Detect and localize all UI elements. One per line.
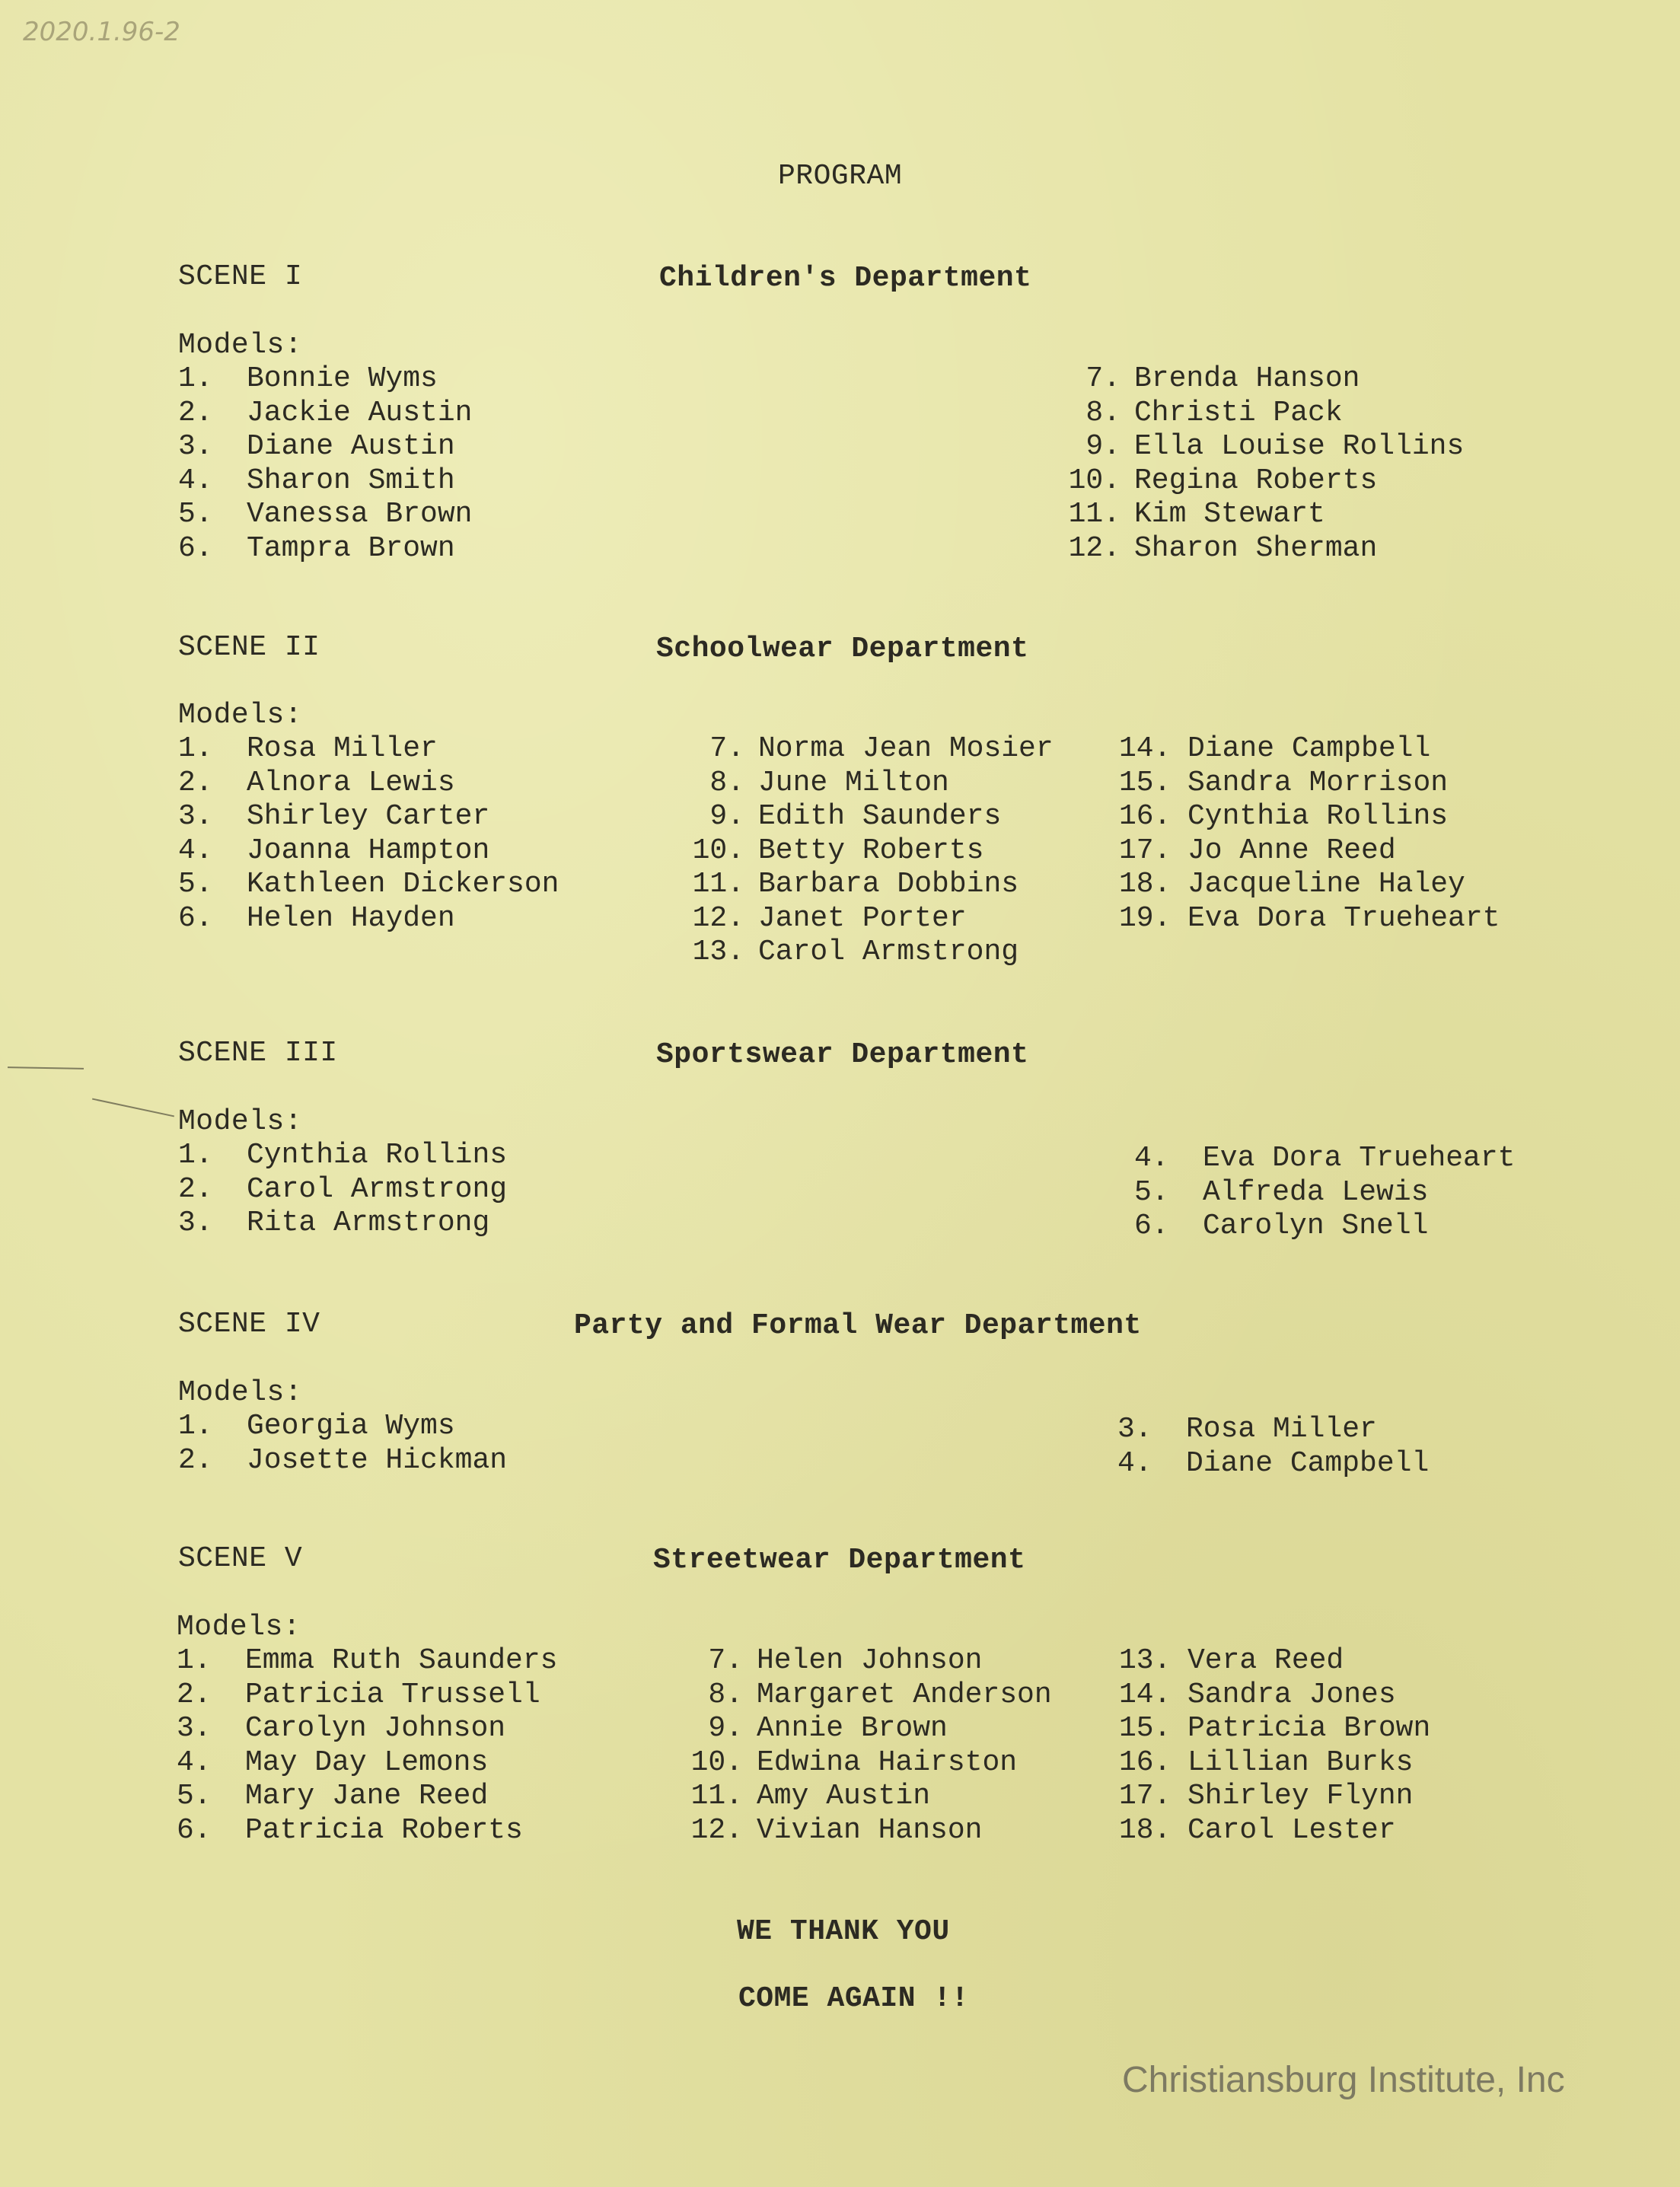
list-item xyxy=(1066,397,1464,431)
list-item xyxy=(177,1712,557,1746)
list-item xyxy=(178,532,472,566)
list-item xyxy=(178,1410,507,1444)
list-item xyxy=(690,868,1054,902)
item-number: 15. xyxy=(1119,766,1172,799)
model-name: Ella Louise Rollins xyxy=(1134,430,1465,463)
list-item xyxy=(1134,1142,1515,1176)
list-item xyxy=(690,936,1054,970)
model-name: Sandra Jones xyxy=(1187,1678,1396,1711)
list-item xyxy=(178,1173,507,1207)
model-name: Mary Jane Reed xyxy=(245,1780,489,1812)
list-item xyxy=(688,1679,1052,1713)
model-name: Diane Austin xyxy=(247,430,455,463)
item-number: 8. xyxy=(708,1678,743,1711)
model-name: Helen Hayden xyxy=(247,901,455,935)
model-list xyxy=(178,732,559,936)
list-item xyxy=(178,362,472,397)
model-name: Edith Saunders xyxy=(758,800,1002,833)
item-number: 1. xyxy=(177,1644,212,1677)
models-label: Models: xyxy=(178,1105,303,1138)
item-number: 1. xyxy=(178,732,213,765)
paper-mark xyxy=(92,1098,174,1117)
item-number: 7. xyxy=(708,1644,743,1677)
model-name: Josette Hickman xyxy=(247,1443,508,1477)
model-name: Jackie Austin xyxy=(247,396,473,429)
model-list xyxy=(177,1644,557,1847)
scene-label: SCENE V xyxy=(178,1542,303,1575)
model-name: Sandra Morrison xyxy=(1187,766,1449,799)
watermark: Christiansburg Institute, Inc xyxy=(1122,2060,1565,2100)
item-number: 3. xyxy=(178,1207,213,1239)
list-item xyxy=(1119,732,1500,767)
model-name: June Milton xyxy=(758,766,949,799)
model-list xyxy=(688,1644,1052,1847)
item-number: 10. xyxy=(690,1745,743,1779)
list-item xyxy=(178,1139,507,1173)
model-name: Barbara Dobbins xyxy=(758,868,1019,901)
model-name: Patricia Brown xyxy=(1187,1712,1431,1745)
item-number: 12. xyxy=(690,1813,743,1847)
model-name: Brenda Hanson xyxy=(1134,362,1360,395)
item-number: 7. xyxy=(709,732,744,765)
list-item xyxy=(688,1780,1052,1814)
list-item xyxy=(1117,1447,1429,1481)
scene-label: SCENE I xyxy=(178,260,303,293)
model-name: Rosa Miller xyxy=(1186,1413,1377,1446)
item-number: 6. xyxy=(1134,1210,1169,1242)
item-number: 17. xyxy=(1119,834,1172,867)
list-item xyxy=(1119,868,1500,902)
model-name: Betty Roberts xyxy=(758,834,984,867)
list-item xyxy=(177,1746,557,1781)
item-number: 4. xyxy=(1117,1446,1152,1480)
item-number: 5. xyxy=(178,868,213,901)
list-item xyxy=(1066,464,1464,499)
list-item xyxy=(1117,1413,1429,1447)
list-item xyxy=(178,800,559,834)
item-number: 11. xyxy=(692,868,744,901)
model-name: Cynthia Rollins xyxy=(1187,800,1449,833)
list-item xyxy=(1119,1644,1430,1679)
list-item xyxy=(1119,1712,1430,1746)
list-item xyxy=(688,1712,1052,1746)
item-number: 4. xyxy=(178,464,213,497)
list-item xyxy=(178,868,559,902)
models-label: Models: xyxy=(178,699,303,732)
item-number: 16. xyxy=(1119,800,1172,833)
list-item xyxy=(177,1679,557,1713)
model-name: Rita Armstrong xyxy=(247,1207,490,1239)
item-number: 9. xyxy=(1085,430,1121,463)
model-name: Georgia Wyms xyxy=(247,1410,455,1443)
model-name: Vivian Hanson xyxy=(757,1813,983,1847)
item-number: 8. xyxy=(709,766,744,799)
model-name: Sharon Smith xyxy=(247,464,455,497)
model-name: Diane Campbell xyxy=(1187,732,1431,765)
list-item xyxy=(1119,1746,1430,1781)
list-item xyxy=(178,464,472,499)
item-number: 11. xyxy=(690,1780,743,1812)
item-number: 4. xyxy=(1134,1142,1169,1175)
list-item xyxy=(178,834,559,869)
list-item xyxy=(178,498,472,532)
model-name: Sharon Sherman xyxy=(1134,531,1378,565)
model-name: Eva Dora Trueheart xyxy=(1187,901,1500,935)
model-name: Lillian Burks xyxy=(1187,1745,1414,1779)
item-number: 11. xyxy=(1068,498,1121,531)
item-number: 9. xyxy=(708,1712,743,1745)
item-number: 14. xyxy=(1119,1678,1172,1711)
item-number: 4. xyxy=(177,1745,212,1779)
item-number: 7. xyxy=(1085,362,1121,395)
model-name: Patricia Roberts xyxy=(245,1813,523,1847)
list-item xyxy=(1134,1176,1515,1210)
model-name: Eva Dora Trueheart xyxy=(1203,1142,1516,1175)
model-name: Kathleen Dickerson xyxy=(247,868,559,901)
list-item xyxy=(1066,532,1464,566)
list-item xyxy=(690,902,1054,936)
list-item xyxy=(1066,430,1464,464)
model-name: Cynthia Rollins xyxy=(247,1139,508,1172)
model-list xyxy=(178,1410,507,1478)
item-number: 1. xyxy=(178,1410,213,1443)
item-number: 6. xyxy=(177,1813,212,1847)
model-name: Alfreda Lewis xyxy=(1203,1175,1429,1209)
model-name: Joanna Hampton xyxy=(247,834,490,867)
paper-mark xyxy=(8,1066,84,1070)
item-number: 2. xyxy=(177,1678,212,1711)
item-number: 4. xyxy=(178,834,213,867)
model-name: Christi Pack xyxy=(1134,396,1343,429)
item-number: 10. xyxy=(692,834,744,867)
item-number: 13. xyxy=(692,936,744,968)
list-item xyxy=(1119,902,1500,936)
list-item xyxy=(1119,767,1500,801)
list-item xyxy=(690,834,1054,869)
model-list xyxy=(1119,732,1500,936)
model-name: Annie Brown xyxy=(757,1712,948,1745)
list-item xyxy=(690,767,1054,801)
model-name: Rosa Miller xyxy=(247,732,438,765)
item-number: 3. xyxy=(1117,1413,1152,1446)
model-name: Bonnie Wyms xyxy=(247,362,438,395)
item-number: 16. xyxy=(1119,1745,1172,1779)
model-name: Carol Lester xyxy=(1187,1813,1396,1847)
closing-come-again: COME AGAIN !! xyxy=(738,1982,969,2015)
item-number: 14. xyxy=(1119,732,1172,765)
list-item xyxy=(690,800,1054,834)
model-name: Jacqueline Haley xyxy=(1187,868,1465,901)
list-item xyxy=(177,1814,557,1848)
model-name: Shirley Flynn xyxy=(1187,1780,1414,1812)
item-number: 18. xyxy=(1119,868,1172,901)
model-name: Alnora Lewis xyxy=(247,766,455,799)
scene-label: SCENE III xyxy=(178,1037,338,1070)
model-name: Carol Armstrong xyxy=(247,1172,508,1206)
model-name: Jo Anne Reed xyxy=(1187,834,1396,867)
list-item xyxy=(177,1780,557,1814)
list-item xyxy=(178,767,559,801)
model-name: Edwina Hairston xyxy=(757,1745,1018,1779)
item-number: 1. xyxy=(178,1139,213,1172)
model-name: Regina Roberts xyxy=(1134,464,1378,497)
list-item xyxy=(1134,1210,1515,1244)
catalog-number: 2020.1.96-2 xyxy=(23,17,180,47)
model-name: Shirley Carter xyxy=(247,800,490,833)
item-number: 5. xyxy=(1134,1175,1169,1209)
list-item xyxy=(1119,1814,1430,1848)
item-number: 5. xyxy=(178,498,213,531)
page-title: PROGRAM xyxy=(778,160,903,193)
list-item xyxy=(178,732,559,767)
list-item xyxy=(1119,1780,1430,1814)
item-number: 17. xyxy=(1119,1780,1172,1812)
model-name: Vanessa Brown xyxy=(247,498,473,531)
list-item xyxy=(178,902,559,936)
model-list xyxy=(1119,1644,1430,1847)
list-item xyxy=(1066,362,1464,397)
scene-label: SCENE II xyxy=(178,631,320,664)
model-name: Patricia Trussell xyxy=(245,1678,540,1711)
model-name: Kim Stewart xyxy=(1134,498,1325,531)
item-number: 8. xyxy=(1085,396,1121,429)
scene-department: Sportswear Department xyxy=(656,1038,1029,1071)
item-number: 19. xyxy=(1119,901,1172,935)
closing-thanks: WE THANK YOU xyxy=(737,1915,950,1948)
models-label: Models: xyxy=(178,329,303,362)
item-number: 2. xyxy=(178,1172,213,1206)
item-number: 10. xyxy=(1068,464,1121,497)
list-item xyxy=(688,1814,1052,1848)
item-number: 1. xyxy=(178,362,213,395)
scene-label: SCENE IV xyxy=(178,1308,320,1341)
model-name: Janet Porter xyxy=(758,901,967,935)
models-label: Models: xyxy=(178,1376,303,1409)
model-name: Diane Campbell xyxy=(1186,1446,1430,1480)
model-name: Carol Armstrong xyxy=(758,936,1019,968)
item-number: 13. xyxy=(1119,1644,1172,1677)
item-number: 12. xyxy=(692,901,744,935)
models-label: Models: xyxy=(177,1611,301,1643)
model-name: Tampra Brown xyxy=(247,531,455,565)
model-name: Margaret Anderson xyxy=(757,1678,1052,1711)
list-item xyxy=(178,430,472,464)
item-number: 9. xyxy=(709,800,744,833)
item-number: 15. xyxy=(1119,1712,1172,1745)
model-list xyxy=(1117,1413,1429,1481)
list-item xyxy=(1119,834,1500,869)
item-number: 12. xyxy=(1068,531,1121,565)
item-number: 5. xyxy=(177,1780,212,1812)
list-item xyxy=(688,1644,1052,1679)
list-item xyxy=(1119,800,1500,834)
item-number: 2. xyxy=(178,396,213,429)
item-number: 3. xyxy=(177,1712,212,1745)
list-item xyxy=(1119,1679,1430,1713)
list-item xyxy=(178,1207,507,1241)
model-name: Emma Ruth Saunders xyxy=(245,1644,558,1677)
scene-department: Children's Department xyxy=(659,262,1032,295)
list-item xyxy=(688,1746,1052,1781)
list-item xyxy=(178,1444,507,1478)
item-number: 3. xyxy=(178,430,213,463)
model-list xyxy=(690,732,1054,970)
model-list xyxy=(1134,1142,1515,1244)
list-item xyxy=(178,397,472,431)
model-name: May Day Lemons xyxy=(245,1745,489,1779)
model-name: Helen Johnson xyxy=(757,1644,983,1677)
scene-department: Schoolwear Department xyxy=(656,633,1029,665)
list-item xyxy=(1066,498,1464,532)
item-number: 2. xyxy=(178,1443,213,1477)
item-number: 3. xyxy=(178,800,213,833)
item-number: 2. xyxy=(178,766,213,799)
model-name: Carolyn Johnson xyxy=(245,1712,506,1745)
model-list xyxy=(1066,362,1464,566)
item-number: 18. xyxy=(1119,1813,1172,1847)
scene-department: Streetwear Department xyxy=(653,1544,1026,1576)
model-list xyxy=(178,1139,507,1241)
item-number: 6. xyxy=(178,531,213,565)
model-name: Carolyn Snell xyxy=(1203,1210,1429,1242)
model-name: Amy Austin xyxy=(757,1780,931,1812)
item-number: 6. xyxy=(178,901,213,935)
model-name: Vera Reed xyxy=(1187,1644,1344,1677)
model-list xyxy=(178,362,472,566)
list-item xyxy=(690,732,1054,767)
model-name: Norma Jean Mosier xyxy=(758,732,1054,765)
list-item xyxy=(177,1644,557,1679)
scene-department: Party and Formal Wear Department xyxy=(574,1309,1142,1342)
